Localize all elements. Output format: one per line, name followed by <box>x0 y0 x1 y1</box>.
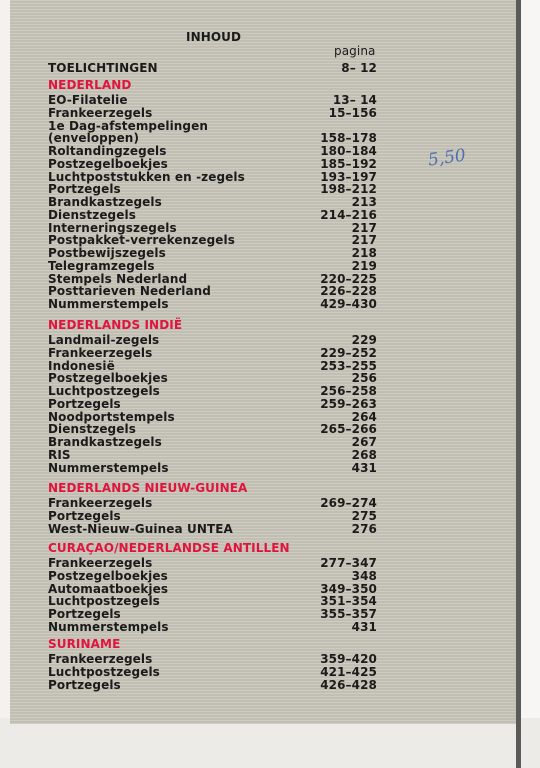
toc-item-pages: 431 <box>351 460 377 475</box>
toc-item-label: Luchtpostzegels <box>48 594 160 609</box>
toc-item-pages: 265–266 <box>320 422 377 437</box>
toc-item-pages: 158–178 <box>320 131 377 146</box>
toc-item-pages: 426–428 <box>320 677 377 692</box>
toc-item-label: Landmail-zegels <box>48 333 160 347</box>
toc-item-pages: 218 <box>351 246 377 260</box>
handwritten-price-note: 5,50 <box>426 145 468 171</box>
toc-item-pages: 256–258 <box>320 384 377 398</box>
toc-item-label: Automaatboekjes <box>48 581 169 596</box>
toc-item-label: Frankeerzegels <box>48 652 153 666</box>
toc-item-pages: 214–216 <box>320 207 377 222</box>
toc-item-pages: 180–184 <box>320 144 377 158</box>
toc-item-label: Luchtpostzegels <box>48 384 160 398</box>
toc-item-pages: 264 <box>351 409 377 424</box>
toc-item-pages: 15–156 <box>328 105 377 120</box>
toc-item-label: Portzegels <box>48 508 121 523</box>
toelichtingen-label: TOELICHTINGEN <box>48 61 158 75</box>
toc-item-label: Brandkastzegels <box>48 195 162 209</box>
toc-item-label: Nummerstempels <box>48 619 169 634</box>
toc-item-label: Portzegels <box>48 396 121 411</box>
toc-item-pages: 213 <box>351 195 377 209</box>
toc-item-label: Telegramzegels <box>48 258 155 273</box>
toc-item-pages: 256 <box>351 371 377 386</box>
toc-item-label: West-Nieuw-Guinea UNTEA <box>48 521 233 536</box>
section-heading: NEDERLANDS NIEUW-GUINEA <box>48 481 248 495</box>
toc-item-pages: 259–263 <box>320 396 377 411</box>
toc-item-label: Postzegelboekjes <box>48 156 168 171</box>
toc-item-label: RIS <box>48 447 71 462</box>
toc-item-pages: 355–357 <box>320 607 377 621</box>
toc-item-pages: 431 <box>351 619 377 634</box>
toc-item-label: 1e Dag-afstempelingen <box>48 118 209 133</box>
toc-item-pages: 275 <box>351 508 377 523</box>
booklet-edge <box>516 0 521 768</box>
toc-item-pages: 348 <box>351 568 377 583</box>
toc-item-label: Portzegels <box>48 677 121 692</box>
toc-item-label: Dienstzegels <box>48 207 136 222</box>
toc-item-pages: 253–255 <box>320 358 377 373</box>
toc-item-pages: 229–252 <box>320 345 377 360</box>
toc-item-pages: 359–420 <box>320 652 377 666</box>
toc-item-pages: 198–212 <box>320 182 377 197</box>
background-strip <box>0 718 540 768</box>
toc-item-pages: 421–425 <box>320 664 377 679</box>
toc-item-pages: 349–350 <box>320 581 377 596</box>
toc-item-label: Frankeerzegels <box>48 345 153 360</box>
page-title: INHOUD <box>186 30 242 44</box>
toc-item-pages: 229 <box>351 333 377 347</box>
toc-item-label: Stempels Nederland <box>48 271 188 286</box>
toc-item-label: Interneringszegels <box>48 220 177 235</box>
toc-item-label: Indonesië <box>48 358 115 373</box>
toc-item-pages: 220–225 <box>320 271 377 286</box>
toc-item-label: (enveloppen) <box>48 131 140 146</box>
toc-item-label: Postpakket-verrekenzegels <box>48 233 235 248</box>
toc-item-label: Brandkastzegels <box>48 435 162 449</box>
section-heading: SURINAME <box>48 637 121 651</box>
toc-item-label: Nummerstempels <box>48 460 169 475</box>
toc-item-pages: 276 <box>351 521 377 536</box>
toc-item-pages: 429–430 <box>320 297 377 311</box>
toc-item-pages: 185–192 <box>320 156 377 171</box>
toc-item-label: Nummerstempels <box>48 297 169 311</box>
toc-item-pages: 277–347 <box>320 556 377 570</box>
toc-item-pages: 351–354 <box>320 594 377 609</box>
toc-item-pages: 269–274 <box>320 496 377 510</box>
toelichtingen-pages: 8– 12 <box>341 61 377 75</box>
toc-item-label: Portzegels <box>48 607 121 621</box>
toc-item-label: Frankeerzegels <box>48 105 153 120</box>
background-edge <box>520 0 540 768</box>
toc-item-label: EO-Filatelie <box>48 93 128 107</box>
toc-item-label: Dienstzegels <box>48 422 136 437</box>
toc-item-pages: 217 <box>351 220 377 235</box>
toc-item-pages: 217 <box>351 233 377 248</box>
toc-item-pages: 268 <box>351 447 377 462</box>
section-heading: NEDERLAND <box>48 78 132 92</box>
pagina-header: pagina <box>334 44 376 58</box>
toc-item-pages: 13– 14 <box>332 93 377 107</box>
section-heading: CURAÇAO/NEDERLANDSE ANTILLEN <box>48 541 290 555</box>
toc-item-pages: 193–197 <box>320 169 377 184</box>
section-heading: NEDERLANDS INDIË <box>48 318 183 332</box>
toc-item-label: Postzegelboekjes <box>48 568 168 583</box>
toc-item-label: Frankeerzegels <box>48 556 153 570</box>
toc-item-label: Postzegelboekjes <box>48 371 168 386</box>
toc-item-label: Roltandingzegels <box>48 144 167 158</box>
toc-item-pages: 267 <box>351 435 377 449</box>
toc-item-label: Luchtpostzegels <box>48 664 160 679</box>
toc-item-label: Luchtpoststukken en -zegels <box>48 169 245 184</box>
toc-item-label: Noodportstempels <box>48 409 175 424</box>
toc-item-pages: 226–228 <box>320 284 377 299</box>
toc-item-label: Frankeerzegels <box>48 496 153 510</box>
toc-item-label: Posttarieven Nederland <box>48 284 211 299</box>
toc-item-pages: 219 <box>351 258 377 273</box>
toc-item-label: Portzegels <box>48 182 121 197</box>
toc-item-label: Postbewijszegels <box>48 246 166 260</box>
